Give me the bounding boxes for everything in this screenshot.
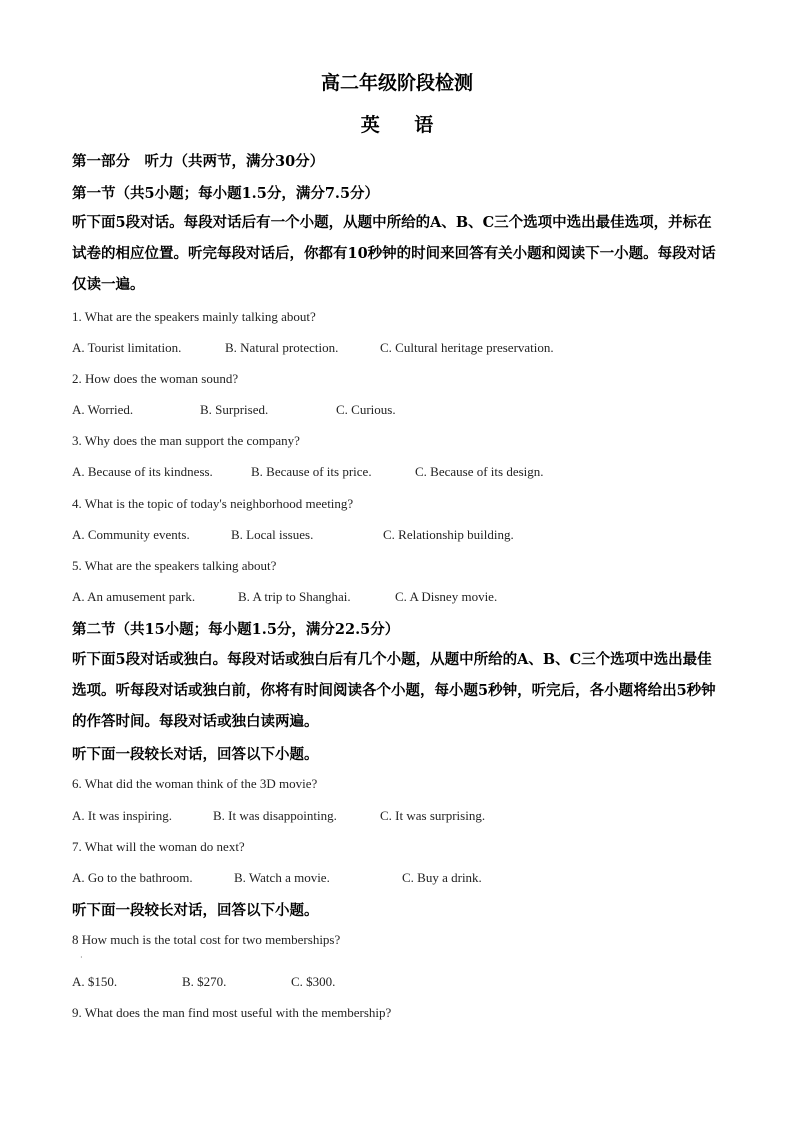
option-a: A. Because of its kindness. (72, 464, 213, 479)
question-8: 8 How much is the total cost for two memberships? (72, 932, 341, 947)
option-c: C. Because of its design. (415, 464, 544, 479)
option-b: B. Local issues. (231, 527, 314, 542)
question-9: 9. What does the man find most useful with the membership? (72, 1005, 392, 1020)
section1-instructions: 听下面5段对话。每段对话后有一个小题，从题中所给的A、B、C三个选项中选出最佳选项，并标在试卷的相应位置。听完每段对话后，你都有10秒钟的时间来回答有关小题和阅读下一小题。每段对话仅读一遍。 (72, 214, 716, 293)
option-c: C. Curious. (336, 402, 396, 417)
option-b: B. It was disappointing. (213, 808, 337, 823)
option-a: A. Worried. (72, 402, 134, 417)
option-c: C. Buy a drink. (402, 870, 482, 885)
subject-title: 英 语 (360, 114, 448, 136)
question-5: 5. What are the speakers talking about? (72, 558, 277, 573)
option-b: B. A trip to Shanghai. (238, 589, 351, 604)
option-b: B. Surprised. (200, 402, 269, 417)
option-a: A. $150. (72, 974, 118, 989)
option-b: B. $270. (182, 974, 227, 989)
option-c: C. It was surprising. (380, 808, 486, 823)
question-4: 4. What is the topic of today's neighborhood meeting? (72, 496, 354, 511)
long-dialogue-heading: 听下面一段较长对话，回答以下小题。 (72, 746, 319, 763)
long-dialogue-heading: 听下面一段较长对话，回答以下小题。 (72, 902, 319, 919)
option-c: C. A Disney movie. (395, 589, 498, 604)
option-a: A. It was inspiring. (72, 808, 173, 823)
question-3: 3. Why does the man support the company? (72, 433, 300, 448)
stray-dot: · (80, 953, 83, 962)
section2-heading: 第二节（共15小题；每小题1.5分，满分22.5分） (72, 621, 400, 638)
question-1: 1. What are the speakers mainly talking about? (72, 309, 316, 324)
question-6: 6. What did the woman think of the 3D movie? (72, 776, 318, 791)
option-c: C. $300. (291, 974, 336, 989)
option-b: B. Natural protection. (225, 340, 339, 355)
option-a: A. Tourist limitation. (72, 340, 182, 355)
question-7: 7. What will the woman do next? (72, 839, 245, 854)
option-b: B. Because of its price. (251, 464, 372, 479)
option-a: A. Go to the bathroom. (72, 870, 193, 885)
option-a: A. An amusement park. (72, 589, 196, 604)
option-b: B. Watch a movie. (234, 870, 330, 885)
option-a: A. Community events. (72, 527, 190, 542)
exam-title: 高二年级阶段检测 (320, 72, 473, 94)
option-c: C. Cultural heritage preservation. (380, 340, 554, 355)
question-2: 2. How does the woman sound? (72, 371, 239, 386)
section2-instructions: 听下面5段对话或独白。每段对话或独白后有几个小题，从题中所给的A、B、C三个选项中选出最佳选项。听每段对话或独白前，你将有时间阅读各个小题，每小题5秒钟，听完后，各小题将给出5秒钟的作答时间。每段对话或独白读两遍。 (72, 651, 716, 730)
option-c: C. Relationship building. (383, 527, 514, 542)
part1-heading: 第一部分 听力（共两节，满分30分） (72, 153, 325, 170)
section1-heading: 第一节（共5小题；每小题1.5分，满分7.5分） (72, 185, 380, 202)
